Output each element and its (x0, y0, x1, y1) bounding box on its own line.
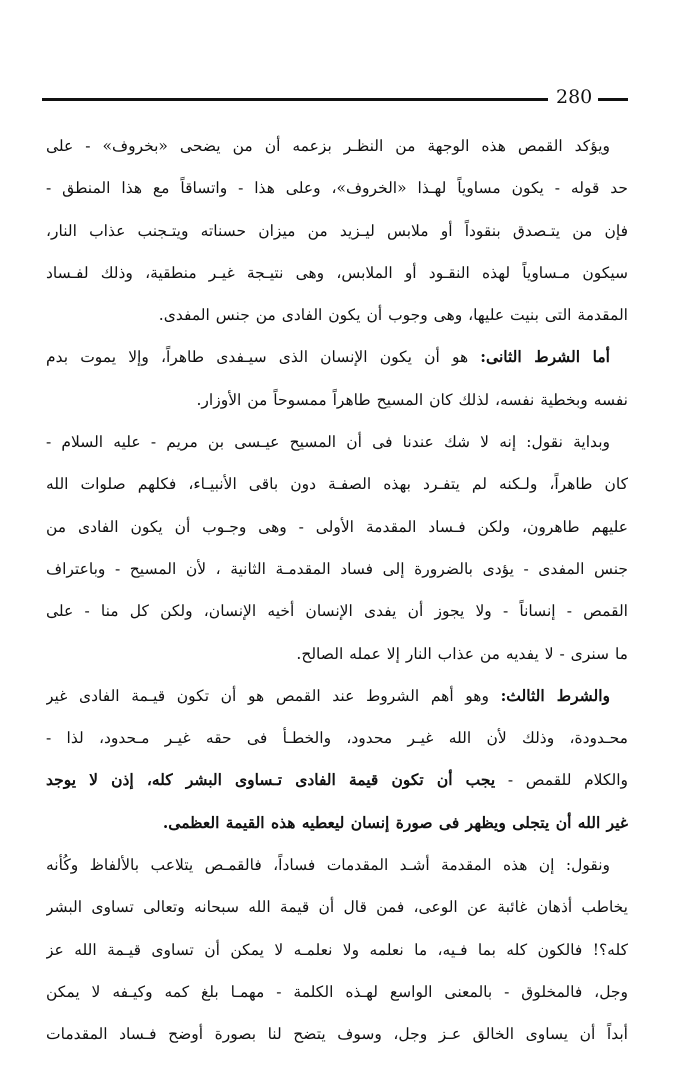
text-segment: سيكون مـساوياً لهذه النقـود أو الملابس، وهى نتيـجة غيـر منطقية، وذلك لفـساد (46, 263, 628, 282)
text-segment: نفسه وبخطية نفسه، لذلك كان المسيح طاهراً ممسوحاً من الأوزار. (196, 390, 628, 409)
page-header (0, 84, 679, 110)
text-line (46, 971, 628, 1013)
text-line (46, 421, 628, 463)
text-segment: وبداية نقول: إنه لا شك عندنا فى أن المسيح عيـسى بن مريم - عليه السلام - (46, 433, 610, 452)
bold-text: غير الله أن يتجلى ويظهر فى صورة إنسان ليعطيه هذه القيمة العظمى. (162, 812, 628, 832)
text-segment: وجل، فالمخلوق - بالمعنى الواسع لهـذه الكلمة - مهمـا بلغ كمه وكيـفه لا يمكن (46, 982, 628, 1001)
bold-text: أما الشرط الثانى: (480, 347, 610, 367)
text-line (46, 844, 628, 886)
text-line (46, 1013, 628, 1055)
text-segment: ويؤكد القمص هذه الوجهة من النظـر بزعمه أن من يضحى «بخروف» - على (46, 137, 610, 155)
text-segment: ونقول: إن هذه المقدمة أشـد المقدمات فساداً، فالقمـص يتلاعب بالألفاظ وكُأنه (46, 856, 610, 875)
text-segment: وهو أهم الشروط عند القمص هو أن تكون قيـمة الفادى غير (46, 686, 501, 705)
text-segment: يخاطب أذهان غائبة عن الوعى، فمن قال أن قيمة الله سبحانه وتعالى تساوى البشر (46, 898, 628, 917)
text-segment: ما سنرى - لا يفديه من عذاب النار إلا عمله الصالح. (296, 644, 628, 663)
bold-text: يجب أن تكون قيمة الفادى تـساوى البشر كله، إذن لا يوجد (46, 770, 496, 790)
text-line (46, 336, 628, 378)
text-line (46, 633, 628, 675)
text-line (46, 167, 628, 209)
text-segment: جنس المفدى - يؤدى بالضرورة إلى فساد المقدمـة الثانية ، لأن المسيح - وباعتراف (46, 559, 628, 578)
text-segment: كان طاهراً، ولـكنه لم يتفـرد بهذه الصفـة دون باقى الأنبيـاء، فكلهم صلوات الله (46, 475, 628, 494)
text-segment: محـدودة، وذلك لأن الله غيـر محدود، والخطـأ فى حقه غيـر مـحدود، لذا - (46, 729, 628, 748)
text-segment: عليهم طاهرون، ولكن فـساد المقدمة الأولى - وهى وجـوب أن يكون الفادى من (46, 517, 628, 536)
text-segment: كله؟! فالكون كله بما فـيه، ما نعلمه ولا نعلمـه لا يمكن أن تساوى قيـمة الله عز (46, 940, 628, 959)
text-line (46, 506, 628, 548)
text-line (46, 802, 628, 844)
text-line (46, 210, 628, 252)
text-segment: هو أن يكون الإنسان الذى سيـفدى طاهراً، وإلا يموت بدم (46, 348, 481, 367)
text-line (46, 125, 628, 167)
text-segment: فإن من يتـصدق بنقوداً أو ملابس ليـزيد من ميزان حسناته ويتـجنب عذاب النار، (46, 221, 628, 240)
text-segment: القمص - إنساناً - ولا يجوز أن يفدى الإنسان أخيه الإنسان، ولكن كل منا - على (46, 602, 628, 621)
text-line (46, 463, 628, 505)
header-rule (42, 98, 548, 101)
text-line (46, 294, 628, 336)
text-line (46, 929, 628, 971)
text-line (46, 590, 628, 632)
body-text (46, 125, 628, 1056)
text-line (46, 717, 628, 759)
text-segment: والكلام للقمص - (495, 771, 628, 790)
text-segment: حد قوله - يكون مساوياً لهـذا «الخروف»، وعلى هذا - واتساقاً مع هذا المنطق - (46, 179, 628, 198)
text-segment: أبداً أن يساوى الخالق عـز وجل، وسوف يتضح لنا بصورة أوضح فـساد المقدمات (46, 1025, 628, 1044)
page-number: 280 (556, 86, 593, 108)
header-rule-short (598, 98, 628, 101)
text-line (46, 675, 628, 717)
text-segment: المقدمة التى بنيت عليها، وهى وجوب أن يكون الفادى من جنس المفدى. (158, 306, 628, 325)
text-line (46, 886, 628, 928)
text-line (46, 252, 628, 294)
text-line (46, 548, 628, 590)
text-line (46, 759, 628, 801)
bold-text: والشرط الثالث: (500, 685, 611, 705)
text-line (46, 379, 628, 421)
